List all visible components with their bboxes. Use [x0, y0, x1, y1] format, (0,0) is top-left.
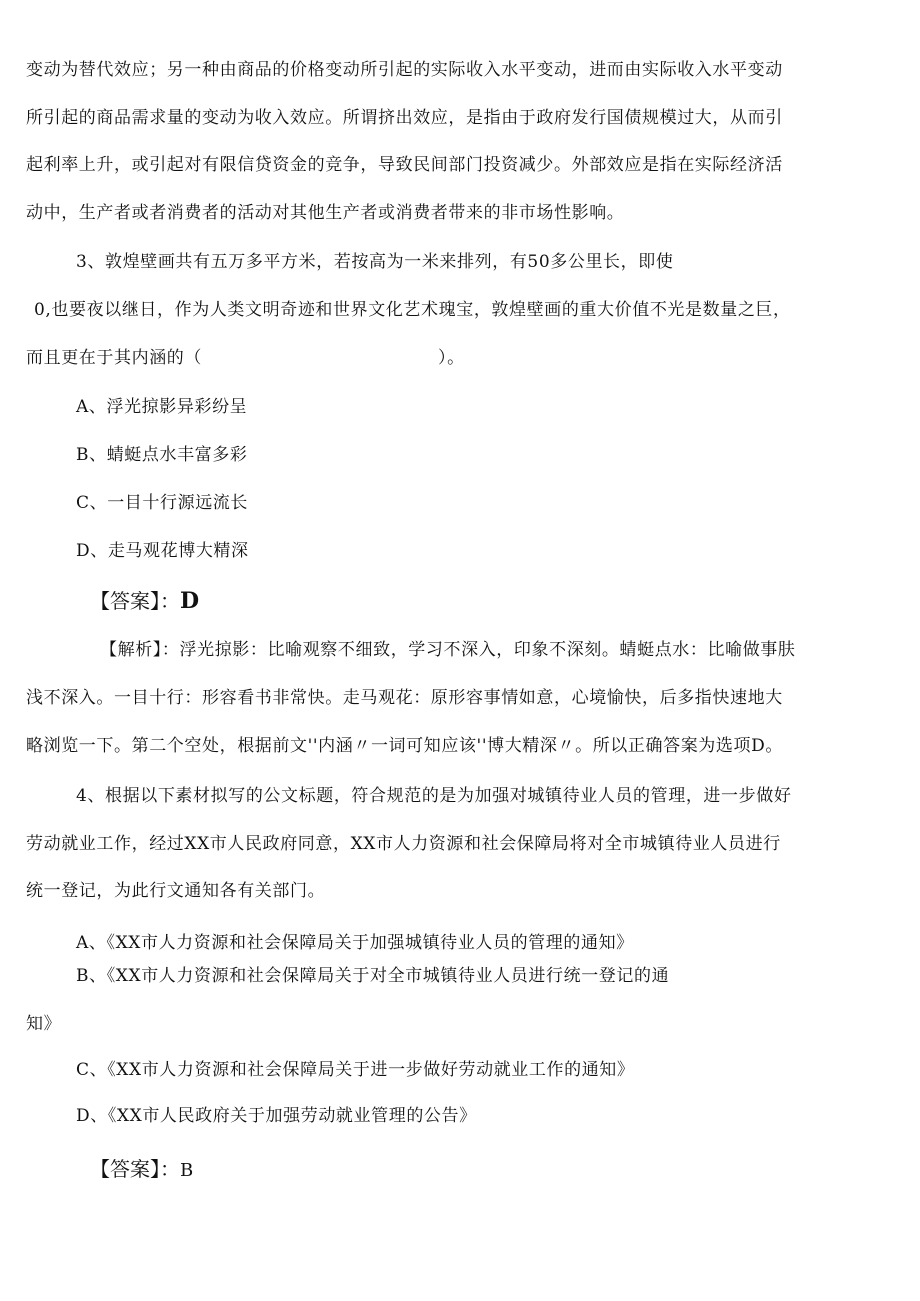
- stem-text: ）。: [438, 348, 465, 368]
- option-b: B、蜻蜓点水丰富多彩: [76, 445, 248, 465]
- paragraph-line: 变动为替代效应；另一种由商品的价格变动所引起的实际收入水平变动，进而由实际收入水平变动: [26, 60, 783, 80]
- option-d: D、走马观花博大精深: [76, 541, 249, 561]
- answer-value: B: [180, 1160, 194, 1181]
- option-c: C、一目十行源远流长: [76, 493, 249, 513]
- option-b: B、《XX市人力资源和社会保障局关于对全市城镇待业人员进行统一登记的通: [76, 966, 670, 986]
- question-4-stem: 4、根据以下素材拟写的公文标题，符合规范的是为加强对城镇待业人员的管理，进一步做好: [76, 786, 792, 806]
- option-b-continued: 知》: [26, 1014, 62, 1034]
- paragraph-line: 所引起的商品需求量的变动为收入效应。所谓挤出效应，是指由于政府发行国债规模过大，从而引: [26, 108, 783, 128]
- stem-text: 而且更在于其内涵的（: [26, 348, 202, 368]
- question-3-stem: 0,也要夜以继日，作为人类文明奇迹和世界文化艺术瑰宝，敦煌壁画的重大价值不光是数量之巨，: [34, 300, 791, 320]
- option-a: A、《XX市人力资源和社会保障局关于加强城镇待业人员的管理的通知》: [76, 933, 634, 953]
- paragraph-line: 动中，生产者或者消费者的活动对其他生产者或消费者带来的非市场性影响。: [26, 203, 625, 223]
- answer-value: D: [180, 588, 200, 614]
- answer-line: [90, 1154, 193, 1186]
- option-a: A、浮光掠影异彩纷呈: [76, 397, 248, 417]
- question-3-stem: [26, 346, 465, 370]
- question-3-stem: 3、敦煌壁画共有五万多平方米，若按高为一米来排列，有50多公里长，即使: [76, 252, 674, 272]
- analysis-line: 浅不深入。一目十行：形容看书非常快。走马观花：原形容事情如意，心境愉快，后多指快速地大: [26, 688, 783, 708]
- answer-line: [90, 586, 199, 616]
- option-d: D、《XX市人民政府关于加强劳动就业管理的公告》: [76, 1106, 477, 1126]
- question-4-stem: 劳动就业工作，经过XX市人民政府同意，XX市人力资源和社会保障局将对全市城镇待业人员进行: [26, 834, 781, 854]
- paragraph-line: 起利率上升，或引起对有限信贷资金的竞争，导致民间部门投资减少。外部效应是指在实际经济活: [26, 155, 783, 175]
- answer-label: 【答案】：: [90, 589, 180, 613]
- answer-label: 【答案】：: [90, 1157, 180, 1181]
- option-c: C、《XX市人力资源和社会保障局关于进一步做好劳动就业工作的通知》: [76, 1060, 635, 1080]
- question-4-stem: 统一登记，为此行文通知各有关部门。: [26, 881, 326, 901]
- analysis-line: 略浏览一下。第二个空处，根据前文''内涵〃一词可知应该''博大精深〃。所以正确答案为选项D。: [26, 736, 783, 756]
- analysis-line: 【解析】：浮光掠影：比喻观察不细致，学习不深入，印象不深刻。蜻蜓点水：比喻做事肤: [100, 640, 796, 660]
